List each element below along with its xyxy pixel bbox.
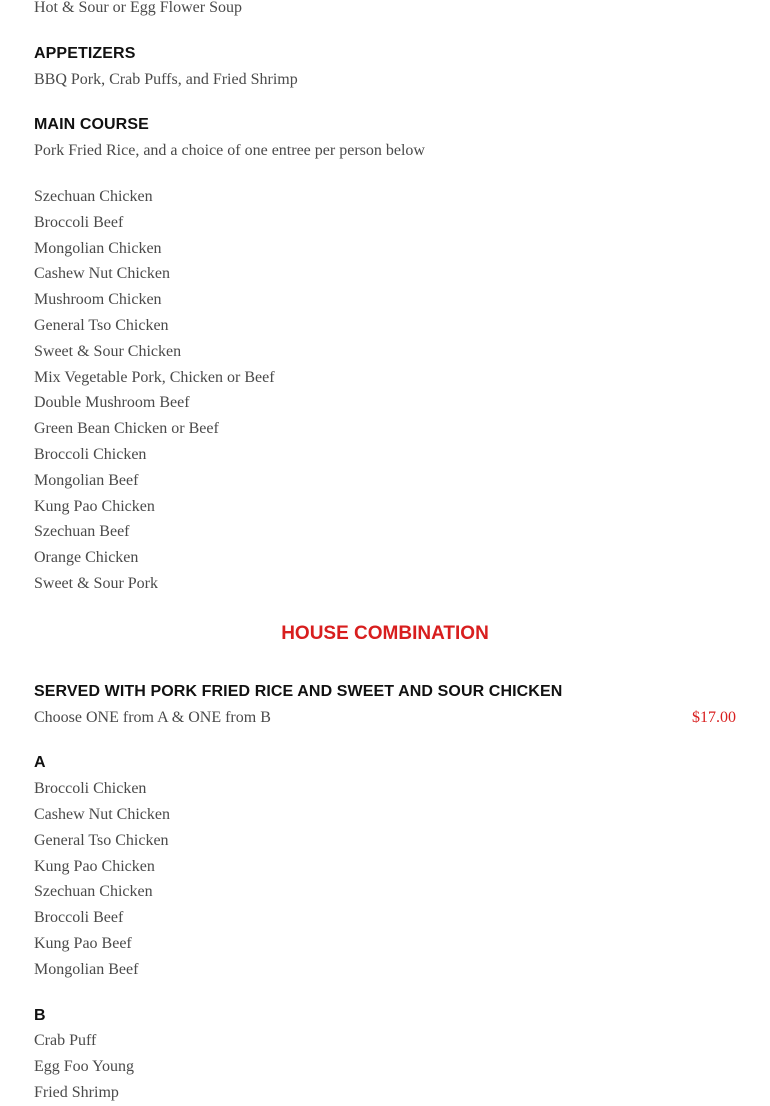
list-item: Broccoli Beef [34, 909, 124, 927]
group-a-list [34, 776, 736, 982]
list-item: Broccoli Chicken [34, 780, 147, 798]
group-b-list [34, 1028, 736, 1105]
appetizers-heading: APPETIZERS [34, 44, 136, 62]
list-item: Broccoli Chicken [34, 445, 147, 463]
list-item: Szechuan Beef [34, 523, 130, 541]
list-item: Mushroom Chicken [34, 291, 162, 309]
house-combination-choice: Choose ONE from A & ONE from B [34, 708, 271, 726]
list-item: General Tso Chicken [34, 316, 169, 334]
list-item: Double Mushroom Beef [34, 394, 190, 412]
house-combination-choice-row [34, 705, 736, 731]
list-item: Kung Pao Chicken [34, 857, 155, 875]
list-item: General Tso Chicken [34, 831, 169, 849]
appetizers-line: BBQ Pork, Crab Puffs, and Fried Shrimp [34, 70, 298, 88]
list-item: Egg Foo Young [34, 1058, 135, 1076]
house-combination-subheading: SERVED WITH PORK FRIED RICE AND SWEET AND SOUR CHICKEN [34, 682, 563, 700]
group-b-label: B [34, 1006, 46, 1024]
list-item: Szechuan Chicken [34, 883, 153, 901]
list-item: Sweet & Sour Pork [34, 574, 158, 592]
group-a-label: A [34, 754, 46, 772]
list-item: Orange Chicken [34, 549, 139, 567]
list-item: Cashew Nut Chicken [34, 805, 170, 823]
menu-page [34, 0, 736, 1106]
soup-line: Hot & Sour or Egg Flower Soup [34, 0, 242, 16]
list-item: Sweet & Sour Chicken [34, 342, 182, 360]
main-course-list [34, 184, 736, 597]
list-item: Crab Puff [34, 1032, 97, 1050]
list-item: Fried Shrimp [34, 1083, 119, 1101]
list-item: Mongolian Beef [34, 960, 139, 978]
house-combination-title: HOUSE COMBINATION [281, 622, 489, 644]
list-item: Mongolian Beef [34, 471, 139, 489]
list-item: Broccoli Beef [34, 213, 124, 231]
list-item: Cashew Nut Chicken [34, 265, 170, 283]
list-item: Szechuan Chicken [34, 187, 153, 205]
list-item: Kung Pao Beef [34, 934, 132, 952]
main-course-description: Pork Fried Rice, and a choice of one entree per person below [34, 142, 425, 160]
list-item: Kung Pao Chicken [34, 497, 155, 515]
list-item: Mongolian Chicken [34, 239, 162, 257]
house-combination-price: $17.00 [692, 708, 736, 726]
list-item: Mix Vegetable Pork, Chicken or Beef [34, 368, 275, 386]
main-course-heading: MAIN COURSE [34, 116, 149, 134]
list-item: Green Bean Chicken or Beef [34, 420, 219, 438]
